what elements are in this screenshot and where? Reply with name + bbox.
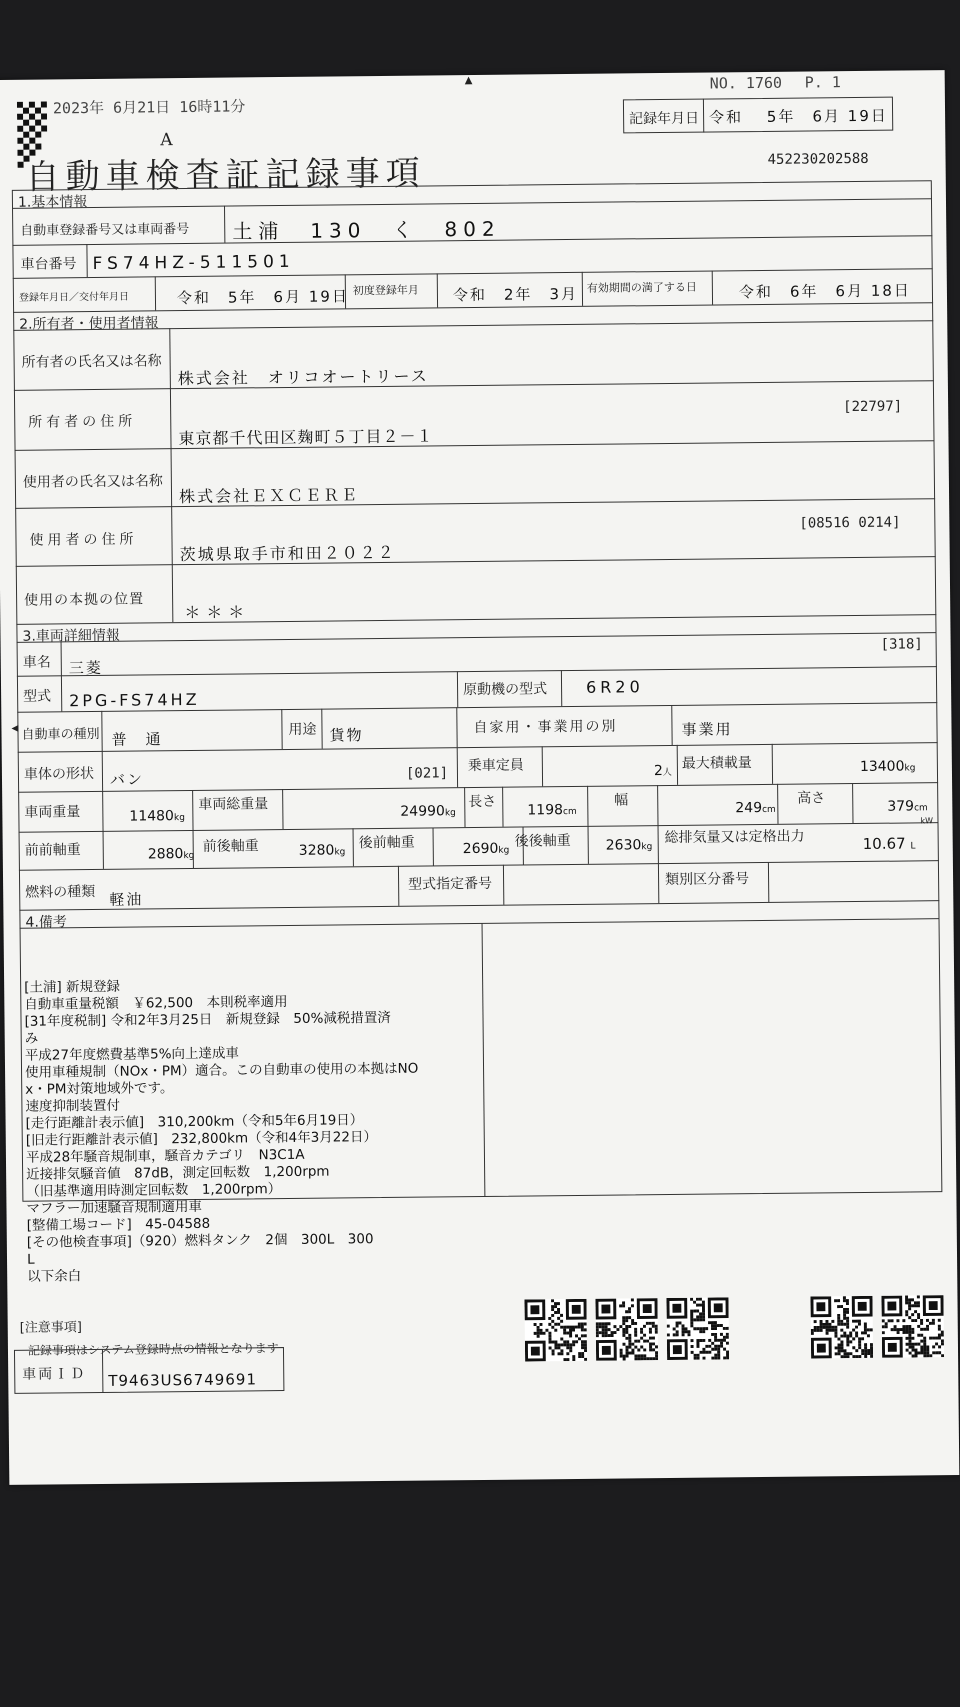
remarks-line: [31年度税制] 令和2年3月25日 新規登録 50%減税措置済 (24, 1009, 391, 1030)
private-business-label: 自家用・事業用の別 (473, 718, 618, 737)
remarks-line: 使用車種規制（NOx・PM）適合。この自動車の使用の本拠はNO (24, 1060, 419, 1081)
remarks-line: （旧基準適用時測定回転数 1,200rpm） (26, 1181, 282, 1200)
notes-title: [注意事項] (19, 1320, 82, 1336)
owner-name-label: 所有者の氏名又は名称 (21, 353, 162, 371)
car-name-code: [318] (880, 636, 923, 653)
user-name-value: 株式会社ＥＸＣＥＲＥ (178, 485, 360, 507)
body-shape-code: [021] (405, 765, 449, 782)
fuel-label: 燃料の種類 (25, 884, 96, 901)
expiry-label: 有効期間の満了する日 (586, 280, 697, 295)
rr-axle-unit: kg (641, 842, 653, 853)
gross-weight-label: 車両総重量 (198, 796, 269, 813)
owner-name-value: 株式会社 オリコオートリース (177, 366, 429, 389)
vehicle-kind-value: 普 通 (111, 730, 163, 749)
page-p: P. 1 (804, 73, 841, 92)
car-name-label: 車名 (22, 654, 51, 671)
remarks-line: 平成28年騒音規制車，騒音カテゴリ N3C1A (25, 1146, 305, 1166)
mark-a: A (160, 130, 173, 151)
qr-code-icon (881, 1295, 944, 1358)
record-date-value: 令和 5年 6月 19日 (709, 106, 888, 127)
body-shape-label: 車体の形状 (23, 766, 95, 783)
vehicle-weight-unit: kg (173, 813, 185, 824)
ff-axle-unit: kg (183, 850, 195, 862)
reg-no-label: 自動車登録番号又は車両番号 (20, 221, 190, 239)
capacity-unit: 人 (662, 767, 672, 779)
section-basic-info: 1.基本情報 (17, 194, 88, 211)
rf-axle-value: 2690 (462, 840, 499, 858)
section-vehicle-details: 3.車両詳細情報 (22, 627, 120, 645)
reg-no-value: 土浦 130 く 802 (232, 216, 501, 244)
user-name-label: 使用者の氏名又は名称 (22, 473, 163, 491)
vehicle-id-value: T9463US6749691 (108, 1370, 258, 1390)
qr-code-icon (666, 1297, 729, 1360)
length-label: 長さ (468, 793, 497, 811)
length-unit: cm (562, 806, 577, 818)
fr-axle-label: 前後軸重 (202, 838, 259, 855)
notes-text: 記録事項はシステム登録時点の情報となります (27, 1341, 279, 1358)
owner-address-label: 所有者の住所 (28, 413, 137, 431)
document-title: 自動車検査証記録事項 (25, 153, 426, 198)
reg-date-label: 登録年月日／交付年月日 (18, 291, 130, 304)
fr-axle-value: 3280 (298, 842, 335, 859)
remarks-text (24, 976, 420, 1286)
user-address-value: 茨城県取手市和田２０２２ (179, 542, 396, 565)
left-pointer-icon: ◀ (11, 723, 19, 734)
ff-axle-value: 2880 (147, 846, 184, 863)
remarks-line: マフラー加速騒音規制適用車 (26, 1198, 203, 1217)
qr-code-icon (810, 1296, 873, 1359)
inspection-record-document (0, 70, 959, 1485)
displacement-value: 10.67 (862, 834, 906, 853)
max-load-label: 最大積載量 (681, 755, 752, 772)
remarks-line: 速度抑制装置付 (25, 1097, 121, 1115)
gross-weight-unit: kg (444, 808, 456, 819)
chassis-label: 車台番号 (20, 256, 77, 273)
fr-axle-unit: kg (334, 847, 346, 858)
expiry-value: 令和 6年 6月 18日 (738, 281, 911, 302)
capacity-label: 乗車定員 (467, 757, 524, 775)
remarks-line: 平成27年度燃費基準5%向上達成車 (24, 1045, 240, 1064)
length-value: 1198 (527, 802, 564, 819)
engine-value: 6R20 (585, 677, 644, 697)
vehicle-weight-label: 車両重量 (24, 804, 81, 821)
fuel-value: 軽油 (109, 890, 144, 909)
top-marker-icon: ▲ (464, 75, 473, 87)
displacement-label: 総排気量又は定格出力 (664, 828, 805, 847)
height-label: 高さ (797, 790, 826, 807)
first-reg-label: 初度登録年月 (352, 283, 419, 298)
rr-axle-value: 2630 (605, 837, 642, 854)
max-load-value: 13400 (859, 758, 905, 775)
record-date-label: 記録年月日 (629, 110, 700, 128)
private-business-value: 事業用 (681, 720, 733, 739)
remarks-line: [旧走行距離計表示値] 232,800km（令和4年3月22日） (25, 1129, 378, 1149)
remarks-line: [整備工場コード] 45-04588 (26, 1215, 211, 1234)
remarks-line: 近接排気騒音値 87dB，測定回転数 1,200rpm (26, 1163, 330, 1183)
section-remarks: 4.備考 (25, 914, 67, 931)
owner-address-code: [22797] (843, 398, 903, 416)
rf-axle-unit: kg (498, 845, 510, 856)
qr-code-icon (595, 1298, 658, 1361)
vehicle-id-label: 車両ＩＤ (22, 1366, 87, 1383)
rr-axle-label: 後後軸重 (514, 833, 571, 850)
owner-address-value: 東京都千代田区麹町５丁目２－１ (178, 426, 434, 449)
vehicle-kind-label: 自動車の種別 (21, 726, 100, 743)
width-value: 249 (735, 800, 763, 817)
remarks-line: み (24, 1030, 39, 1047)
model-value: 2PG-FS74HZ (69, 689, 200, 711)
model-label: 型式 (23, 688, 52, 705)
page-number: NO. 1760 (709, 73, 783, 93)
print-datetime: 2023年 6月21日 16時11分 (52, 97, 246, 118)
displacement-unit-l: L (910, 841, 916, 852)
engine-label: 原動機の型式 (463, 681, 548, 699)
class-number-label: 類別区分番号 (665, 871, 750, 889)
qr-code-icon (524, 1299, 587, 1362)
chassis-value: FS74HZ-511501 (92, 251, 295, 274)
height-value: 379 (887, 798, 915, 815)
document-number: 452230202588 (767, 150, 869, 168)
remarks-line: [土浦] 新規登録 (24, 978, 121, 996)
capacity-value: 2 (653, 763, 663, 780)
first-reg-value: 令和 2年 3月 (452, 284, 579, 305)
user-address-code: [08516 0214] (799, 514, 901, 532)
type-designation-label: 型式指定番号 (408, 875, 493, 893)
use-label: 用途 (288, 721, 317, 738)
height-unit: cm (914, 803, 928, 814)
width-unit: cm (762, 804, 776, 816)
use-value: 貨物 (329, 726, 364, 745)
base-location-value: ＊＊＊ (184, 602, 251, 623)
remarks-line: 以下余白 (27, 1268, 82, 1285)
remarks-line: x・PM対策地域外です。 (25, 1080, 174, 1098)
section-owner-user: 2.所有者・使用者情報 (19, 315, 159, 333)
max-load-unit: kg (904, 763, 916, 774)
remarks-line: L (26, 1251, 35, 1268)
width-label: 幅 (614, 792, 629, 809)
base-location-label: 使用の本拠の位置 (24, 591, 145, 609)
displacement-unit-kw: kW (920, 816, 934, 826)
remarks-line: [走行距離計表示値] 310,200km（令和5年6月19日） (25, 1112, 364, 1132)
vehicle-weight-value: 11480 (129, 808, 175, 825)
user-address-label: 使用者の住所 (29, 531, 138, 549)
gross-weight-value: 24990 (400, 803, 445, 820)
body-shape-value: バン (109, 770, 145, 789)
remarks-line: 自動車重量税額 ￥62,500 本則税率適用 (24, 993, 288, 1013)
ff-axle-label: 前前軸重 (24, 842, 81, 859)
remarks-line: [その他検査事項]（920）燃料タンク 2個 300L 300 (26, 1231, 374, 1251)
car-name-value: 三菱 (68, 658, 103, 678)
rf-axle-label: 後前軸重 (358, 834, 415, 852)
reg-date-value: 令和 5年 6月 19日 (176, 287, 350, 308)
